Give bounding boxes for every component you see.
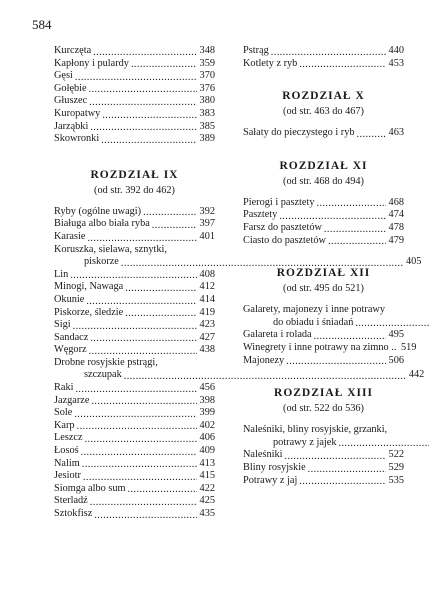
toc-entry-title: Kotlety z ryb [243, 57, 298, 69]
toc-entry-title: Galarety, majonezy i inne potrawy [243, 304, 386, 316]
toc-entry-title: Łosoś [54, 445, 79, 457]
toc-entry [243, 45, 404, 58]
toc-entry-page: 422 [199, 482, 215, 494]
toc-entry [54, 470, 215, 483]
toc-entry [54, 269, 215, 282]
dot-leader [81, 447, 197, 458]
toc-entry-title: Sole [54, 407, 73, 419]
toc-entry-page: 456 [199, 382, 215, 394]
toc-entry-page: 435 [199, 508, 215, 519]
toc-entry-title: Naleśniki, bliny rosyjskie, grzanki, [243, 424, 388, 436]
dot-leader [75, 72, 197, 83]
toc-entry-page: 409 [199, 445, 215, 457]
dot-leader [91, 396, 197, 407]
toc-entry-title-cont: piskorze [84, 256, 119, 268]
dot-leader [286, 356, 386, 367]
toc-entry-page: 440 [388, 45, 404, 56]
toc-entry [54, 108, 215, 121]
dot-leader [74, 409, 197, 420]
toc-entry-page: 405 [406, 256, 422, 268]
dot-leader [77, 421, 197, 432]
toc-entry-page: 389 [199, 133, 215, 145]
toc-entry-title: Lin [54, 268, 69, 280]
toc-entry-page: 406 [199, 432, 215, 444]
toc-entry-title: Drobne rosyjskie pstrągi, [54, 356, 158, 368]
dot-leader [93, 47, 197, 58]
toc-entry-title: Karasie [54, 230, 86, 242]
page-number: 584 [32, 17, 52, 32]
dot-leader [317, 198, 387, 209]
toc-entry [54, 58, 215, 71]
toc-entry [54, 70, 215, 83]
toc-entry [54, 344, 215, 357]
toc-entry [54, 395, 215, 408]
toc-entry-page: 478 [388, 221, 404, 233]
toc-entry-continuation [243, 317, 429, 330]
toc-entry-page: 495 [388, 329, 404, 341]
toc-entry-title: Nalim [54, 457, 80, 469]
dot-leader [94, 510, 197, 521]
toc-entry-page: 385 [199, 120, 215, 132]
toc-entry-title: Sandacz [54, 331, 89, 343]
dot-leader [284, 451, 386, 462]
toc-entry [54, 121, 215, 134]
toc-entry-title: Kapłony i pulardy [54, 57, 129, 69]
toc-entry-title-cont: do obiadu i śniadań [273, 316, 354, 328]
toc-entry-title: Galareta i rolada [243, 329, 312, 341]
dot-leader [89, 346, 197, 357]
toc-entry-page: 414 [199, 293, 215, 305]
toc-entry-title: Karp [54, 419, 75, 431]
toc-entry [54, 83, 215, 96]
toc-entry [243, 329, 404, 342]
toc-entry-page: 427 [199, 331, 215, 343]
toc-entry [243, 355, 404, 368]
dot-leader [338, 438, 429, 449]
toc-entry-title: Kuropatwy [54, 107, 101, 119]
toc-entry-page: 474 [388, 209, 404, 221]
toc-entry-continuation [243, 437, 429, 450]
toc-entry [54, 218, 215, 231]
dot-leader [143, 207, 197, 218]
toc-entry-title-wrap [243, 304, 429, 329]
dot-leader [83, 472, 197, 483]
toc-entry-title: Majonezy [243, 354, 285, 366]
dot-leader [73, 321, 197, 332]
toc-entry-page: 463 [388, 127, 404, 139]
toc-entry-page: 438 [199, 344, 215, 356]
toc-entry-page: 412 [199, 281, 215, 293]
toc-entry [54, 508, 215, 521]
toc-entry-title: Kurczęta [54, 45, 92, 56]
toc-entry [243, 209, 404, 222]
toc-entry-page: 397 [199, 218, 215, 230]
toc-entry-title: Leszcz [54, 432, 83, 444]
toc-entry-title: Sigi [54, 319, 71, 331]
toc-entry-title: Skowronki [54, 133, 100, 145]
toc-entry-title: Naleśniki [243, 449, 283, 461]
toc-entry [54, 307, 215, 320]
toc-entry-page: 519 [400, 341, 417, 353]
dot-leader [89, 97, 197, 108]
toc-entry-title: Raki [54, 382, 74, 394]
toc-entry-title: Winegrety i inne potrawy na zimno .. [243, 341, 397, 353]
toc-entry-page: 468 [388, 196, 404, 208]
toc-entry-title: Sztokfisz [54, 508, 93, 519]
dot-leader [152, 220, 197, 231]
toc-entry [243, 58, 404, 71]
toc-entry [54, 420, 215, 433]
chapter-heading: ROZDZIAŁ XI [279, 159, 368, 172]
toc-entry-page: 413 [199, 457, 215, 469]
toc-entry-page: 423 [199, 319, 215, 331]
toc-entry [243, 462, 404, 475]
toc-entry-title: Pstrąg [243, 45, 269, 56]
toc-entry [243, 475, 404, 488]
chapter-heading: ROZDZIAŁ X [282, 90, 365, 103]
chapter-page-range: (od str. 522 do 536) [283, 403, 364, 415]
toc-entry [54, 432, 215, 445]
toc-entry [54, 495, 215, 508]
dot-leader [125, 283, 197, 294]
toc-entry [54, 382, 215, 395]
toc-entry [54, 231, 215, 244]
toc-entry [54, 458, 215, 471]
dot-leader [125, 308, 197, 319]
toc-entry [54, 332, 215, 345]
toc-entry-title-cont: szczupak [84, 369, 122, 381]
toc-entry-title: Okunie [54, 293, 85, 305]
chapter-page-range: (od str. 392 do 462) [94, 184, 175, 196]
toc-entry [243, 304, 404, 329]
toc-entry-page: 398 [199, 394, 215, 406]
toc-entry-page: 506 [388, 354, 404, 366]
toc-entry-title: Białuga albo biała ryba [54, 218, 150, 230]
chapter-heading: ROZDZIAŁ IX [90, 168, 179, 181]
toc-entry-title: Jazgarze [54, 394, 90, 406]
toc-entry [243, 197, 404, 210]
toc-entry-title-cont: potrawy z jajek [273, 436, 337, 448]
dot-leader [131, 59, 197, 70]
toc-entry-title: Jarząbki [54, 120, 89, 132]
toc-entry-title: Koruszka, sielawa, sznytki, [54, 243, 167, 255]
toc-entry [54, 133, 215, 146]
dot-leader [355, 318, 429, 329]
toc-entry [54, 243, 422, 269]
toc-entry-page: 408 [199, 268, 215, 280]
toc-entry [243, 341, 417, 355]
toc-entry-title: Siomga albo sum [54, 482, 126, 494]
dot-leader [279, 211, 386, 222]
toc-entry-title-wrap [243, 424, 429, 449]
toc-entry-page: 376 [199, 82, 215, 94]
dot-leader [308, 464, 386, 475]
dot-leader [90, 497, 197, 508]
dot-leader [87, 233, 197, 244]
dot-leader [90, 333, 197, 344]
toc-entry [54, 445, 215, 458]
toc-entry-title: Piskorze, śledzie [54, 306, 124, 318]
dot-leader [75, 384, 197, 395]
dot-leader [101, 135, 197, 146]
toc-entry-page: 399 [199, 407, 215, 419]
toc-entry-page: 419 [199, 306, 215, 318]
chapter-page-range: (od str. 463 do 467) [283, 106, 364, 118]
toc-entry-title: Sałaty do pieczystego i ryb [243, 127, 355, 139]
dot-leader [299, 476, 386, 487]
toc-entry [243, 222, 404, 235]
dot-leader [85, 434, 197, 445]
toc-entry-title: Węgorz [54, 344, 87, 356]
toc-entry-title: Pierogi i pasztety [243, 196, 315, 208]
dot-leader [324, 224, 386, 235]
dot-leader [271, 47, 386, 58]
toc-entry [54, 45, 215, 58]
toc-entry [243, 424, 404, 449]
dot-leader [70, 270, 197, 281]
toc-entry-title: Gęsi [54, 70, 73, 82]
chapter-heading: ROZDZIAŁ XIII [274, 387, 373, 400]
toc-entry-page: 442 [408, 369, 425, 381]
toc-entry [54, 319, 215, 332]
toc-entry-title: Sterladź [54, 495, 88, 507]
toc-entry-page: 359 [199, 57, 215, 69]
toc-entry-page: 535 [388, 474, 404, 486]
toc-entry-page: 402 [199, 419, 215, 431]
toc-entry-page: 348 [199, 45, 215, 56]
dot-leader [314, 331, 386, 342]
toc-entry-title: Pasztety [243, 209, 278, 221]
chapter-page-range: (od str. 468 do 494) [283, 175, 364, 187]
toc-entry-page: 453 [388, 57, 404, 69]
toc-entry-title: Jesiotr [54, 470, 81, 482]
toc-entry-page: 392 [199, 205, 215, 217]
toc-entry [54, 294, 215, 307]
toc-entry-title: Bliny rosyjskie [243, 461, 306, 473]
dot-leader [102, 110, 197, 121]
chapter-page-range: (od str. 495 do 521) [283, 283, 364, 295]
dot-leader [328, 236, 386, 247]
toc-entry-page: 415 [199, 470, 215, 482]
toc-entry-title: Głuszec [54, 95, 88, 107]
toc-entry-title: Potrawy z jaj [243, 474, 298, 486]
toc-entry-title: Minogi, Nawaga [54, 281, 124, 293]
toc-entry [54, 407, 215, 420]
toc-entry-page: 401 [199, 230, 215, 242]
dot-leader [357, 129, 386, 140]
dot-leader [90, 122, 197, 133]
toc-entry-page: 370 [199, 70, 215, 82]
toc-entry-title: Ciasto do pasztetów [243, 234, 326, 246]
chapter-heading: ROZDZIAŁ XII [276, 267, 371, 280]
dot-leader [89, 84, 197, 95]
dot-leader [128, 484, 197, 495]
toc-entry-page: 425 [199, 495, 215, 507]
toc-entry [54, 483, 215, 496]
toc-entry [54, 206, 215, 219]
toc-entry [243, 127, 404, 140]
toc-entry [243, 235, 404, 248]
toc-entry [54, 95, 215, 108]
dot-leader [299, 59, 386, 70]
toc-entry-page: 383 [199, 107, 215, 119]
toc-entry-title: Farsz do pasztetów [243, 221, 322, 233]
toc-entry-page: 529 [388, 461, 404, 473]
toc-entry-title: Gołębie [54, 82, 87, 94]
toc-entry-page: 522 [388, 449, 404, 461]
dot-leader [82, 459, 197, 470]
toc-entry-page: 479 [388, 234, 404, 246]
dot-leader [86, 296, 197, 307]
toc-entry-title: Ryby (ogólne uwagi) [54, 205, 142, 217]
toc-entry [243, 449, 404, 462]
toc-entry-page: 380 [199, 95, 215, 107]
toc-entry [54, 281, 215, 294]
